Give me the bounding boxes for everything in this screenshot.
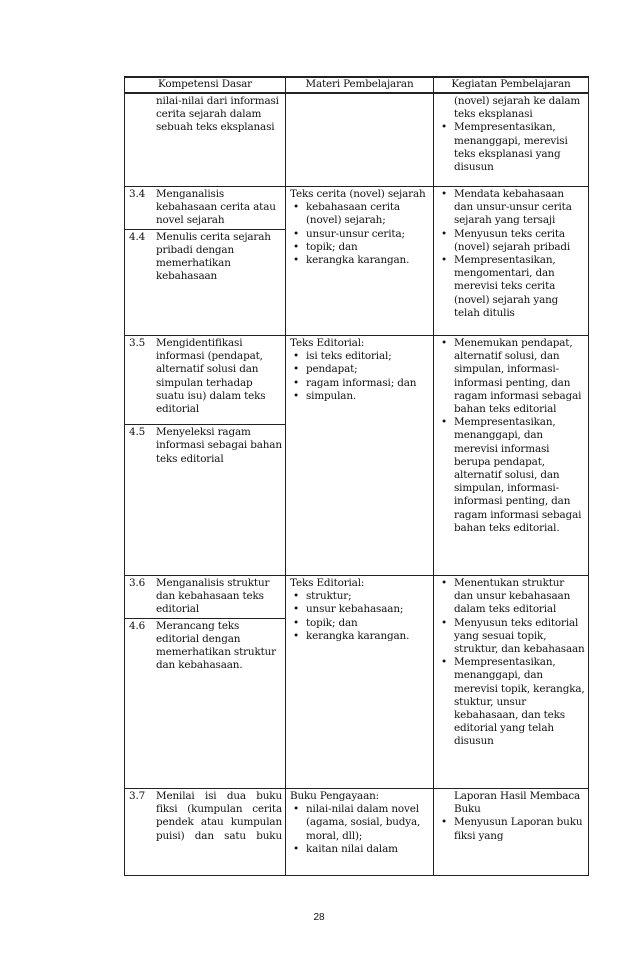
kd-item [125, 619, 285, 673]
materi-title: Buku Pengayaan: [290, 790, 380, 802]
table-row [125, 789, 589, 876]
materi-cell [286, 336, 434, 576]
kegiatan-item: • Menyusun teks editorial yang sesuai topik, struktur, dan kebahasaan [438, 617, 585, 657]
kd-cell [125, 187, 286, 336]
materi-item: • nilai-nilai dalam novel (agama, sosial, budya, moral, dll); [290, 803, 430, 843]
kegiatan-item: • Mempresentasikan, menanggapi, dan merevisi topik, kerangka, stuktur, unsur kebahasaan, dan teks editorial yang telah disusun [438, 656, 585, 748]
header-kompetensi-dasar: Kompetensi Dasar [125, 77, 286, 93]
kd-item [125, 425, 285, 466]
materi-title: Teks Editorial: [290, 577, 365, 589]
materi-title: Teks cerita (novel) sejarah [290, 188, 426, 200]
materi-cell [286, 187, 434, 336]
kd-text: Menyeleksi ragam informasi sebagai bahan teks editorial [156, 426, 282, 465]
materi-item: • kebahasaan cerita (novel) sejarah; [290, 201, 430, 227]
kd-number: 4.5 [129, 426, 146, 439]
kd-text: Mengidentifikasi informasi (pendapat, alternatif solusi dan simpulan terhadap suatu isu) dalam teks editorial [156, 337, 266, 416]
kd-number: 4.6 [129, 619, 146, 632]
kd-cell [125, 93, 286, 187]
kegiatan-item: • Mempresentasikan, mengomentari, dan merevisi teks cerita (novel) sejarah yang telah ditulis [438, 254, 585, 320]
materi-item: • unsur kebahasaan; [290, 603, 430, 616]
materi-item: • kerangka karangan. [290, 254, 430, 267]
page-number: 28 [313, 912, 325, 923]
materi-cell [286, 576, 434, 789]
materi-item: • isi teks editorial; [290, 350, 430, 363]
materi-cell [286, 789, 434, 876]
table-row [125, 576, 589, 789]
table-header-row [125, 77, 589, 93]
kd-number: 3.6 [129, 577, 146, 589]
table-row [125, 187, 589, 336]
kd-number: 4.4 [129, 230, 146, 243]
kegiatan-item: • Mempresentasikan, menanggapi, merevisi teks eksplanasi yang disusun [438, 121, 585, 174]
kd-text: Menulis cerita sejarah pribadi dengan memerhatikan kebahasaan [156, 230, 271, 283]
kd-text: Menganalisis struktur dan kebahasaan teks editorial [156, 577, 270, 616]
kegiatan-item: • Menyusun teks cerita (novel) sejarah pribadi [438, 228, 585, 254]
kegiatan-item: • Menyusun Laporan buku fiksi yang [438, 816, 585, 842]
kegiatan-lead: (novel) sejarah ke dalam teks eksplanasi [454, 95, 581, 121]
materi-item: • pendapat; [290, 363, 430, 376]
curriculum-table [124, 76, 589, 876]
kegiatan-cell [434, 187, 589, 336]
table-row [125, 336, 589, 576]
kd-cell [125, 789, 286, 876]
kd-item [125, 576, 285, 617]
kegiatan-cell [434, 789, 589, 876]
kd-cell [125, 336, 286, 576]
materi-cell [286, 93, 434, 187]
kd-number: 3.7 [129, 790, 146, 802]
kd-text: Merancang teks editorial dengan memerhatikan struktur dan kebahasaan. [156, 619, 276, 672]
kegiatan-item: • Mempresentasikan, menanggapi, dan merevisi informasi berupa pendapat, alternatif solusi, dan simpulan, informasi-informasi penting, dan ragam informasi sebagai bahan teks editorial. [438, 416, 585, 535]
materi-item: • kaitan nilai dalam [290, 843, 430, 856]
kd-item [125, 94, 285, 135]
kd-text: Menganalisis kebahasaan cerita atau novel sejarah [156, 188, 276, 227]
kd-number: 3.5 [129, 337, 146, 349]
materi-title: Teks Editorial: [290, 337, 365, 349]
kd-text: Menilai isi dua buku fiksi (kumpulan cerita pendek atau kumpulan puisi) dan satu buku [156, 790, 282, 842]
materi-item: • kerangka karangan. [290, 630, 430, 643]
kegiatan-cell [434, 93, 589, 187]
kd-text: nilai-nilai dari informasi cerita sejarah dalam sebuah teks eksplanasi [156, 95, 279, 134]
kd-cell [125, 576, 286, 789]
kegiatan-item: • Menemukan pendapat, alternatif solusi, dan simpulan, informasi-informasi penting, dan ragam informasi sebagai bahan teks editorial [438, 337, 585, 416]
materi-item: • topik; dan [290, 241, 430, 254]
materi-item: • struktur; [290, 590, 430, 603]
kd-item [125, 336, 285, 416]
materi-item: • topik; dan [290, 617, 430, 630]
table-row [125, 93, 589, 187]
kegiatan-lead: Laporan Hasil Membaca Buku [454, 790, 581, 816]
kd-item [125, 187, 285, 228]
kegiatan-cell [434, 576, 589, 789]
kd-item [125, 789, 285, 843]
kegiatan-item: • Mendata kebahasaan dan unsur-unsur cerita sejarah yang tersaji [438, 188, 585, 228]
header-kegiatan-pembelajaran: Kegiatan Pembelajaran [434, 77, 589, 93]
header-materi-pembelajaran: Materi Pembelajaran [286, 77, 434, 93]
materi-item: • ragam informasi; dan [290, 377, 430, 390]
materi-item: • unsur-unsur cerita; [290, 228, 430, 241]
kd-number [129, 95, 156, 135]
kd-number: 3.4 [129, 188, 146, 200]
kegiatan-item: • Menentukan struktur dan unsur kebahasaan dalam teks editorial [438, 577, 585, 617]
kegiatan-cell [434, 336, 589, 576]
materi-item: • simpulan. [290, 390, 430, 403]
kd-item [125, 230, 285, 284]
